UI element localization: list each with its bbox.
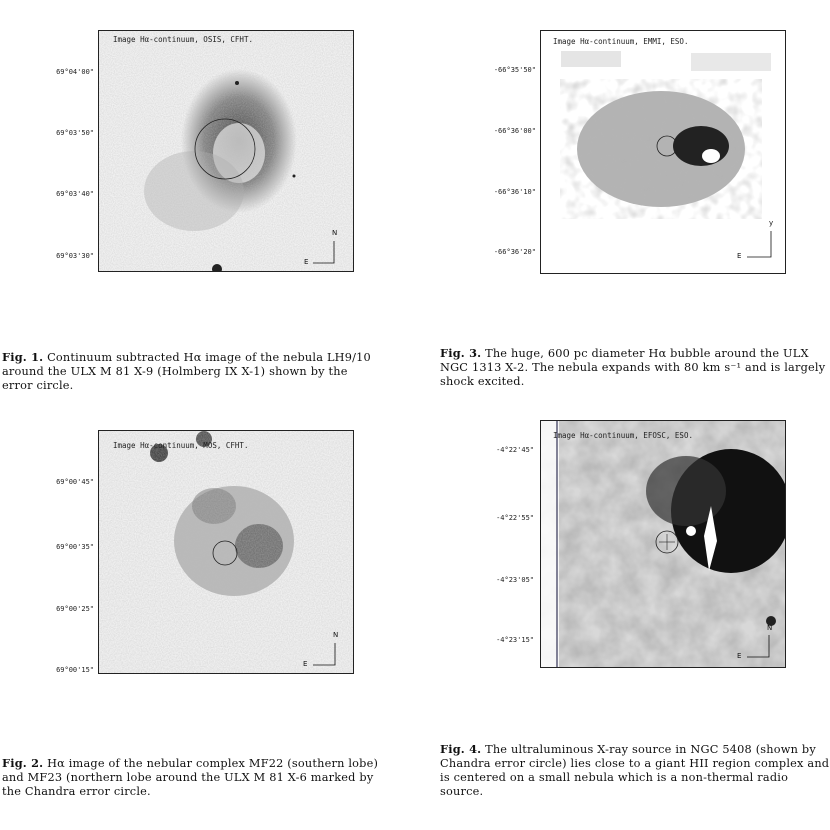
figure-2-image xyxy=(98,430,354,674)
figure-1-ytick: 69°03'30" xyxy=(56,252,94,260)
figure-4-ytick: -4°22'45" xyxy=(496,446,534,454)
figure-3-title: Image Hα-continuum, EMMI, ESO. xyxy=(553,37,689,46)
figure-2-ytick: 69°00'45" xyxy=(56,478,94,486)
figure-4-title: Image Hα-continuum, EFOSC, ESO. xyxy=(553,431,693,440)
figure-1-caption xyxy=(2,350,380,393)
figure-3-compass-e: E xyxy=(737,252,742,260)
figure-1-image xyxy=(98,30,354,272)
figure-4-compass-e: E xyxy=(737,652,742,660)
figure-3-compass-n: y xyxy=(769,219,774,227)
figure-1-ytick: 69°03'50" xyxy=(56,129,94,137)
figure-2-caption-label: Fig. 2. xyxy=(2,756,44,770)
figure-2-caption xyxy=(2,756,380,799)
figure-1-ytick: 69°03'40" xyxy=(56,190,94,198)
figure-1-ytick: 69°04'00" xyxy=(56,68,94,76)
figure-3-ytick: -66°35'50" xyxy=(493,66,536,74)
figure-3-ytick: -66°36'00" xyxy=(493,127,536,135)
figure-1-compass-e: E xyxy=(304,258,309,266)
figure-4-caption-text: The ultraluminous X-ray source in NGC 5408 (shown by Chandra error circle) lies close to a giant HII region complex and is centered on a small nebula which is a non-thermal radio source. xyxy=(440,743,830,798)
figure-4-nebula-image xyxy=(541,421,785,667)
figure-3-caption xyxy=(440,346,830,389)
figure-3-ytick: -66°36'20" xyxy=(493,248,536,256)
figure-2-ytick: 69°00'35" xyxy=(56,543,94,551)
figure-2-compass-e: E xyxy=(303,660,308,668)
figure-3-caption-label: Fig. 3. xyxy=(440,346,482,360)
figure-2-caption-text: Hα image of the nebular complex MF22 (southern lobe) and MF23 (northern lobe around the ULX M 81 X-6 marked by the Chandra error circle. xyxy=(2,757,379,798)
figure-1-caption-text: Continuum subtracted Hα image of the nebula LH9/10 around the ULX M 81 X-9 (Holmberg IX X-1) shown by the error circle. xyxy=(2,351,371,392)
figure-3-nebula-image xyxy=(541,31,785,273)
figure-1-compass-n: N xyxy=(332,229,338,237)
figure-4-ytick: -4°23'05" xyxy=(496,576,534,584)
figure-2-ytick: 69°00'15" xyxy=(56,666,94,674)
figure-4-ytick: -4°22'55" xyxy=(496,514,534,522)
figure-3-caption-text: The huge, 600 pc diameter Hα bubble around the ULX NGC 1313 X-2. The nebula expands with 80 km s⁻¹ and is largely shock excited. xyxy=(440,347,826,388)
figure-1-nebula-image xyxy=(99,31,353,271)
figure-2-compass-n: N xyxy=(333,631,339,639)
figure-2-ytick: 69°00'25" xyxy=(56,605,94,613)
figure-2-title: Image Hα-continuum, MOS, CFHT. xyxy=(113,441,249,450)
figure-4-compass-n: N xyxy=(767,624,773,632)
figure-2-nebula-image xyxy=(99,431,353,673)
figure-1-title: Image Hα-continuum, OSIS, CFHT. xyxy=(113,35,253,44)
figure-3-image xyxy=(540,30,786,274)
figure-4-caption xyxy=(440,742,830,799)
figure-3-ytick: -66°36'10" xyxy=(493,188,536,196)
figure-4-ytick: -4°23'15" xyxy=(496,636,534,644)
figure-1-caption-label: Fig. 1. xyxy=(2,350,44,364)
figure-4-image xyxy=(540,420,786,668)
figure-4-caption-label: Fig. 4. xyxy=(440,742,482,756)
